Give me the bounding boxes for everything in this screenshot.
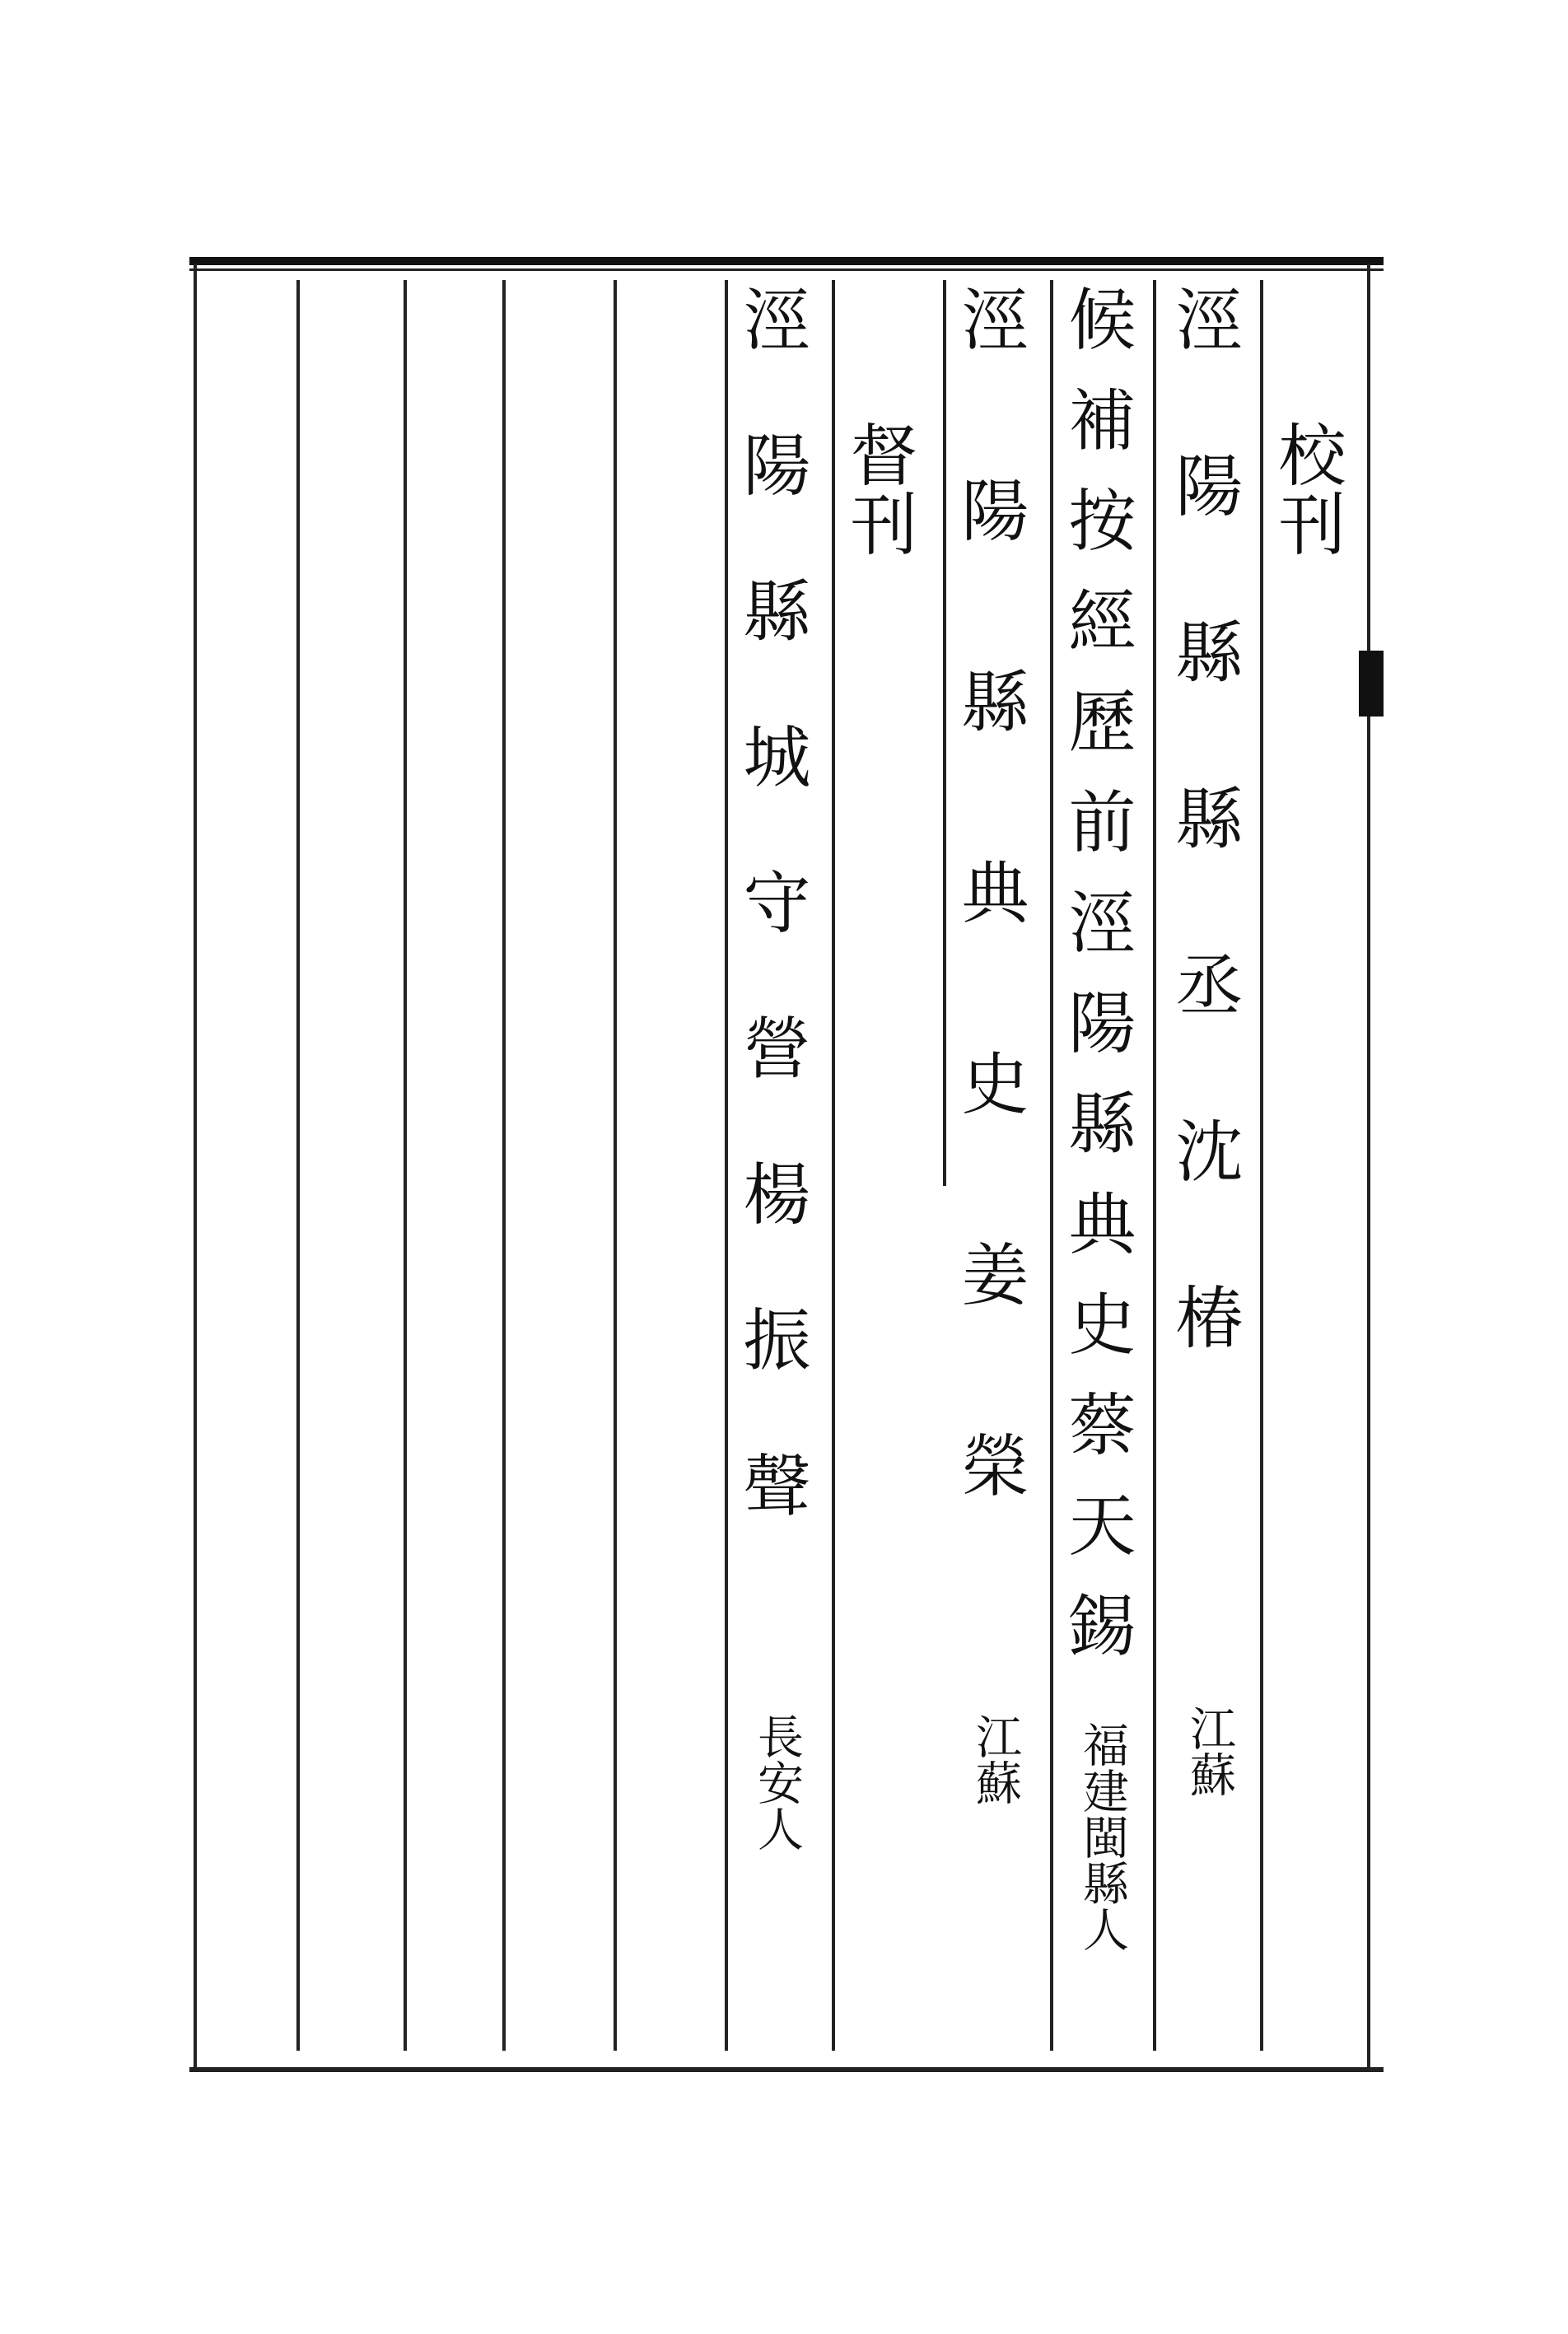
column-annotation: 福建閩縣人 [1076, 1721, 1129, 1952]
bottom-border-rule [189, 2067, 1384, 2072]
top-border-rule [189, 257, 1384, 265]
column-divider [832, 280, 835, 2051]
column-divider [1367, 264, 1370, 2067]
top-border-rule-thin [189, 268, 1384, 271]
column-divider [404, 280, 407, 2051]
column-divider [614, 280, 617, 2051]
column-divider [943, 280, 946, 1186]
column-annotation: 江蘇 [968, 1713, 1022, 1805]
column-heading-jiaokan: 校刊 [1267, 420, 1346, 558]
spine-mark [1359, 651, 1384, 717]
column-annotation: 江蘇 [1183, 1705, 1236, 1797]
column-divider [296, 280, 300, 2051]
column-text-line: 候補按經歷前涇陽縣典史蔡天錫 [1057, 284, 1136, 1691]
column-heading-dukan: 督刊 [839, 420, 917, 558]
column-divider [194, 264, 197, 2067]
column-text-line: 涇陽縣城守營楊振聲 [732, 284, 810, 1596]
column-text-line: 涇陽縣縣丞沈椿 [1164, 284, 1243, 1449]
column-text-line: 涇陽縣典史姜榮 [950, 284, 1029, 1622]
column-annotation: 長安人 [750, 1713, 804, 1851]
column-divider [1153, 280, 1156, 2051]
column-divider [502, 280, 506, 2051]
column-divider [1050, 280, 1053, 2051]
column-divider [725, 280, 728, 2051]
column-divider [1260, 280, 1263, 2051]
